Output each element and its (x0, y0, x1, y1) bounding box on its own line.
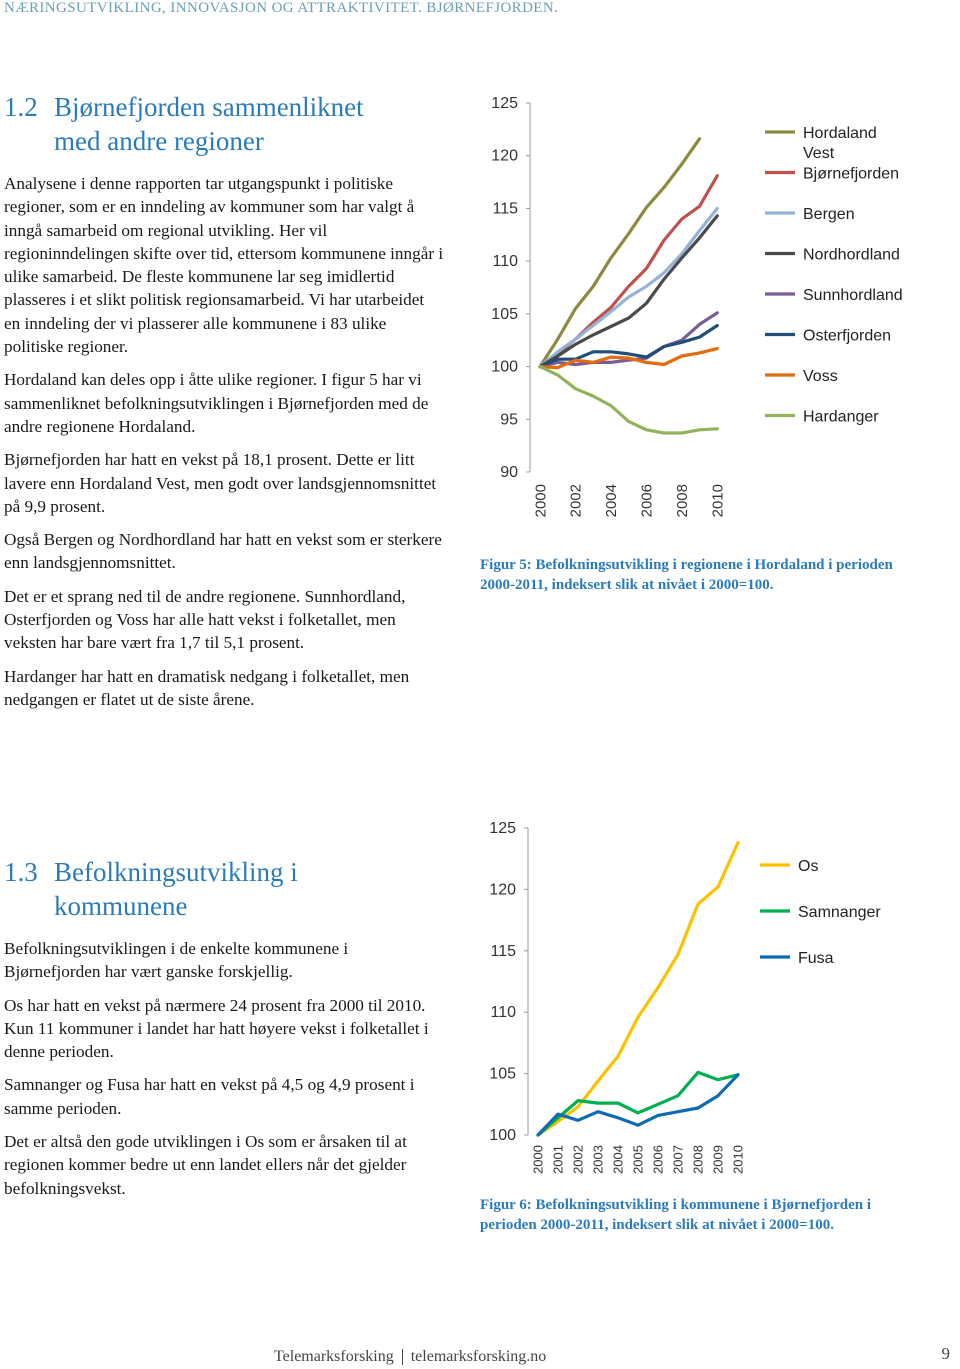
x-tick-label: 2003 (590, 1145, 606, 1174)
section-heading-regions (4, 90, 444, 158)
section-title-line-2: med andre regioner (54, 126, 264, 156)
legend-label: Sunnhordland (803, 287, 903, 304)
legend-label: Osterfjorden (803, 327, 892, 345)
legend-label: Bergen (803, 206, 855, 223)
paragraph: Bjørnefjorden har hatt en vekst på 18,1 prosent. Dette er litt lavere enn Hordaland Vest, men godt over landsgjennomsnittet på 9,9 prosent. (4, 450, 437, 516)
figure5-caption: Figur 5: Befolkningsutvikling i regionene i Hordaland i perioden 2000-2011, indeksert slik at nivået i 2000=100. (480, 557, 893, 593)
series-line-bj-rnefjorden (540, 176, 717, 367)
legend-label: Hordaland (803, 125, 877, 142)
x-tick-label: 2000 (532, 484, 550, 518)
x-tick-label: 2007 (670, 1145, 686, 1174)
legend-label: Samnanger (798, 904, 881, 921)
paragraph: Hordaland kan deles opp i åtte ulike regioner. I figur 5 har vi sammenliknet befolkningsutviklingen i Bjørnefjorden med de andre regionene Hordaland. (4, 370, 429, 436)
section-title-line-1: Befolkningsutvikling i (54, 857, 298, 887)
section-regions (4, 90, 444, 721)
section-number: 1.3 (4, 857, 38, 887)
running-head: NÆRINGSUTVIKLING, INNOVASJON OG ATTRAKTIVITET. BJØRNEFJORDEN. (4, 0, 559, 16)
y-tick-label: 125 (489, 820, 516, 837)
y-tick-label: 100 (489, 1127, 516, 1144)
legend-label: Os (798, 858, 819, 875)
y-tick-label: 120 (491, 147, 518, 165)
paragraph: Os har hatt en vekst på nærmere 24 prosent fra 2000 til 2010. Kun 11 kommuner i landet har hatt høyere vekst i folketallet i denne perioden. (4, 995, 429, 1062)
section-title-line-1: Bjørnefjorden sammenliknet (54, 92, 364, 122)
x-tick-label: 2000 (530, 1145, 546, 1174)
y-tick-label: 110 (492, 253, 518, 271)
paragraph: Også Bergen og Nordhordland har hatt en vekst som er sterkere enn landsgjennomsnittet. (4, 530, 442, 573)
legend-label: Voss (803, 368, 838, 385)
section-title-line-2: kommunene (54, 891, 188, 921)
y-tick-label: 115 (492, 200, 518, 218)
page-number: 9 (941, 1344, 950, 1363)
x-tick-label: 2009 (710, 1145, 726, 1174)
x-tick-label: 2010 (730, 1145, 746, 1174)
footer-org: Telemarksforsking (274, 1348, 394, 1365)
legend-label: Fusa (798, 950, 834, 967)
section-heading-municipalities (4, 855, 444, 923)
y-tick-label: 100 (491, 358, 518, 376)
y-tick-label: 95 (500, 411, 518, 429)
section-municipalities (4, 855, 444, 1210)
y-tick-label: 125 (491, 95, 518, 112)
paragraph: Analysene i denne rapporten tar utgangspunkt i politiske regioner, som er en inndeling av kommuner som har valgt å inngå samarbeid om regional utvikling. Her vil regioninndelingen skifte over tid, ettersom kommunene inngår i ulike samarbeid. De fleste kommunene lar seg imidlertid plasseres i et slikt politisk regionsamarbeid. Vi har utarbeidet en inndeling der vi plasserer alle kommunene i 83 ulike politiske regioner. (4, 174, 444, 357)
chart-municipality-population (470, 810, 950, 1190)
series-line-fusa (538, 1075, 738, 1135)
x-tick-label: 2006 (638, 484, 656, 518)
series-line-hordaland-vest (540, 139, 700, 367)
legend-label: Nordhordland (803, 246, 900, 264)
x-tick-label: 2006 (650, 1145, 666, 1174)
paragraph: Samnanger og Fusa har hatt en vekst på 4,5 og 4,9 prosent i samme perioden. (4, 1075, 415, 1118)
x-tick-label: 2008 (690, 1145, 706, 1174)
y-tick-label: 115 (490, 942, 516, 960)
x-tick-label: 2004 (610, 1145, 626, 1174)
legend-label: Hardanger (803, 408, 879, 426)
x-tick-label: 2001 (550, 1145, 566, 1174)
x-tick-label: 2002 (570, 1145, 586, 1174)
series-line-hardanger (540, 367, 717, 433)
section-number: 1.2 (4, 92, 38, 122)
legend-label: Bjørnefjorden (803, 165, 900, 183)
y-tick-label: 105 (489, 1065, 516, 1083)
legend-label: Vest (803, 145, 835, 162)
y-tick-label: 90 (500, 464, 518, 481)
figure6-caption: Figur 6: Befolkningsutvikling i kommunene i Bjørnefjorden i perioden 2000-2011, indeksert slik at nivået i 2000=100. (480, 1197, 872, 1233)
x-tick-label: 2002 (567, 484, 585, 518)
y-tick-label: 110 (490, 1004, 516, 1022)
paragraph: Det er altså den gode utviklingen i Os som er årsaken til at regionen kommer bedre ut enn landet ellers når det gjelder befolkningsvekst. (4, 1132, 407, 1198)
x-tick-label: 2010 (709, 484, 727, 518)
series-line-os (538, 843, 738, 1135)
y-tick-label: 105 (491, 305, 518, 323)
y-tick-label: 120 (489, 881, 516, 899)
paragraph: Befolkningsutviklingen i de enkelte kommunene i Bjørnefjorden har vært ganske forskjellig. (4, 939, 349, 982)
page-footer (274, 1344, 954, 1366)
footer-site[interactable]: telemarksforsking.no (410, 1348, 547, 1365)
paragraph: Det er et sprang ned til de andre regionene. Sunnhordland, Osterfjorden og Voss har alle hatt vekst i folketallet, men veksten har bare vært fra 1,7 til 5,1 prosent. (4, 586, 406, 653)
chart-region-population (470, 85, 950, 555)
x-tick-label: 2008 (674, 484, 692, 518)
footer-separator (402, 1349, 403, 1365)
x-tick-label: 2004 (603, 484, 621, 518)
x-tick-label: 2005 (630, 1145, 646, 1174)
paragraph: Hardanger har hatt en dramatisk nedgang i folketallet, men nedgangen er flatet ut de siste årene. (4, 666, 410, 709)
